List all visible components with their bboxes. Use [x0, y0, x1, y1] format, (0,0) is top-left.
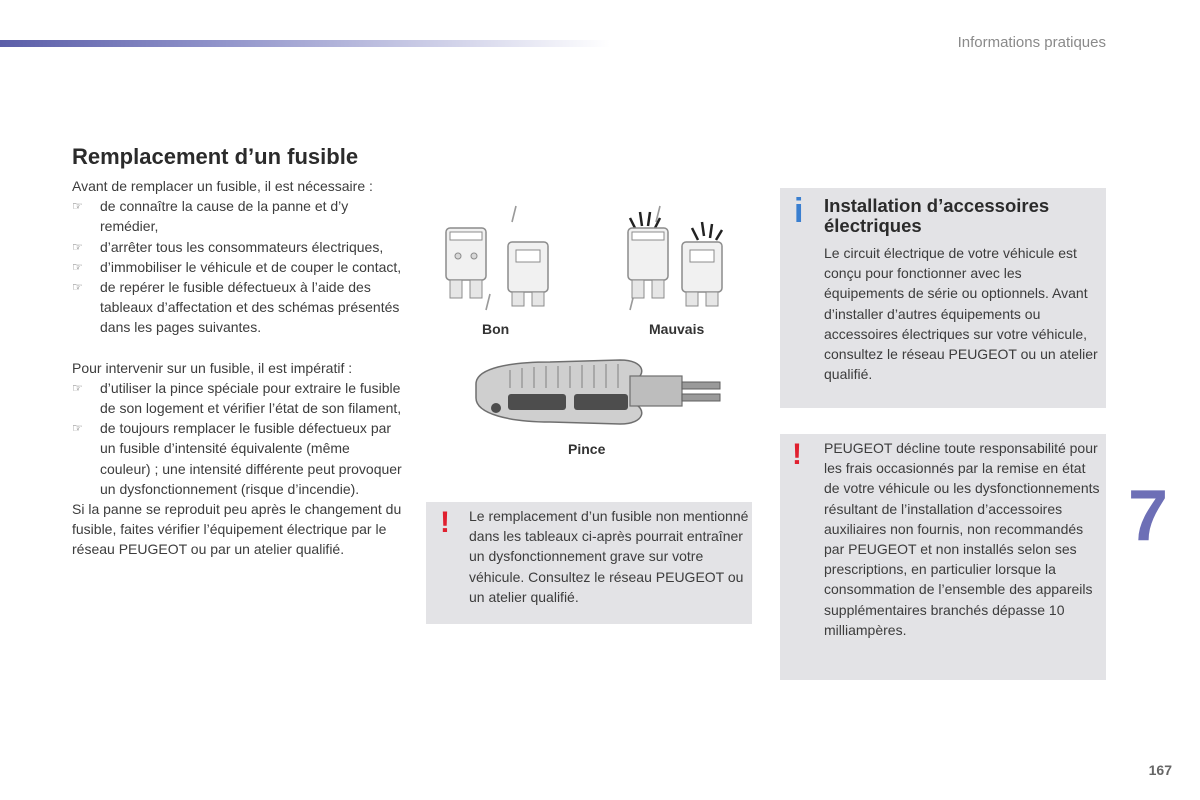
warning-text: Le remplacement d’un fusible non mentionné dans les tableaux ci-après pourrait entraîner un dysfonctionnement grave sur votre véhicule. Consultez le réseau PEUGEOT ou un atelier qualifié. [469, 508, 749, 605]
fuse-illustration [436, 198, 726, 318]
chapter-number: 7 [1128, 476, 1169, 556]
warning-icon: ! [792, 438, 802, 471]
list-item: ☞ d’arrêter tous les consommateurs électriques, [72, 237, 402, 257]
label-bad: Mauvais [649, 321, 705, 337]
pointing-hand-icon: ☞ [72, 199, 83, 214]
pointing-hand-icon: ☞ [72, 380, 83, 395]
info-icon: i [794, 192, 804, 230]
intro-text: Avant de remplacer un fusible, il est nécessaire : [72, 178, 373, 194]
pointing-hand-icon: ☞ [72, 259, 83, 274]
left-column [72, 176, 402, 560]
pointing-hand-icon: ☞ [72, 421, 83, 436]
label-good: Bon [482, 321, 510, 337]
page-title: Remplacement d’un fusible [72, 144, 359, 169]
fuse-bad-side-icon [682, 222, 722, 306]
page-number: 167 [1148, 762, 1172, 778]
intervene-intro: Pour intervenir sur un fusible, il est impératif : [72, 359, 353, 376]
checklist-before [72, 196, 402, 337]
fuse-good-front-icon [446, 228, 486, 298]
list-item: ☞ de repérer le fusible défectueux à l’aide des tableaux d’affectation et des schémas présentés dans les pages suivantes. [72, 279, 400, 336]
fuse-bad-front-icon [628, 212, 668, 298]
pointing-hand-icon: ☞ [72, 239, 83, 254]
warning-box-replacement [426, 502, 752, 624]
list-item: ☞ d’immobiliser le véhicule et de couper le contact, [72, 257, 402, 277]
section-header: Informations pratiques [957, 34, 1106, 51]
pointing-hand-icon: ☞ [72, 280, 83, 295]
pliers-icon [470, 354, 726, 434]
list-item: ☞ de connaître la cause de la panne et d’y remédier, [72, 198, 349, 235]
list-item: ☞ d’utiliser la pince spéciale pour extraire le fusible de son logement et vérifier l’état de son filament, [72, 379, 402, 417]
warning-icon: ! [440, 506, 450, 539]
info-box-accessories [780, 188, 1106, 408]
label-pliers: Pince [568, 441, 606, 457]
closing-text: Si la panne se reproduit peu après le changement du fusible, faites vérifier l’équipement électrique par le réseau PEUGEOT ou par un atelier qualifié. [72, 501, 402, 558]
checklist-intervene [72, 378, 402, 499]
header-bar [0, 40, 610, 47]
info-box-title: Installation d’accessoires électriques [824, 195, 1050, 236]
info-box-text: Le circuit électrique de votre véhicule est conçu pour fonctionner avec les équipements de série ou optionnels. Avant d’installer d’autres équipements ou accessoires électriques sur votre véhicule, consultez le réseau PEUGEOT ou un atelier qualifié. [824, 245, 1098, 383]
warning-text: PEUGEOT décline toute responsabilité pour les frais occasionnés par la remise en état de votre véhicule ou les dysfonctionnements résultant de l’installation d’accessoires auxiliaires non fournis, non recommandés par PEUGEOT et non installés selon ses prescriptions, en particulier lorsque la consommation de l’ensemble des appareils supplémentaires branchés dépasse 10 milliampères. [824, 440, 1100, 638]
list-item: ☞ de toujours remplacer le fusible défectueux par un fusible d’intensité équivalente (même couleur) ; une intensité différente peut provoquer un dysfonctionnement (risque d’incendie). [72, 420, 402, 497]
fuse-good-side-icon [508, 242, 548, 306]
warning-box-responsibility [780, 434, 1106, 680]
